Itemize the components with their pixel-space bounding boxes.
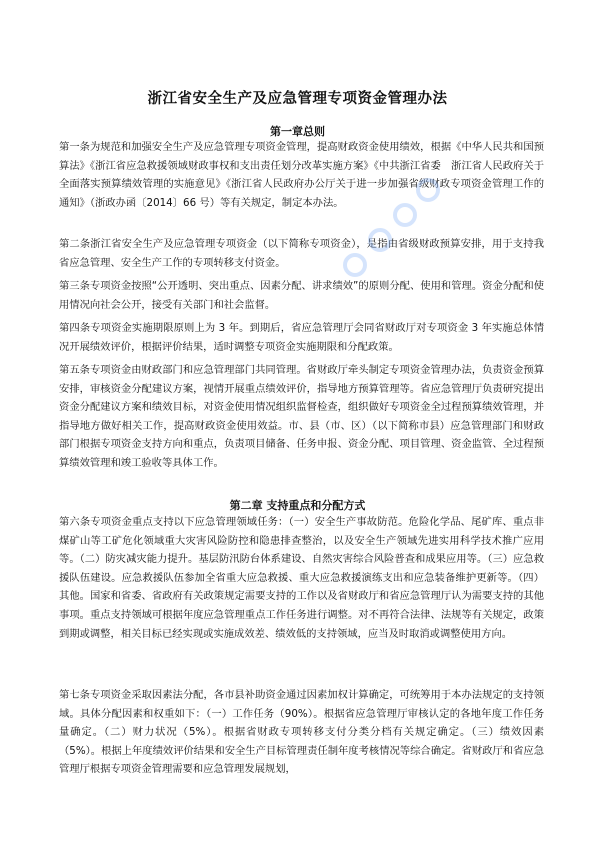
article-paragraph: 第七条专项资金采取因素法分配，各市县补助资金通过因素加权计算确定，可统筹用于本办法规定的支持领域。具体分配因素和权重如下：（一）工作任务（90%）。根据省应急管理厅审核认定的各地年度工作任务量确定。（二）财力状况（5%）。根据省财政专项转移支付分类分档有关规定确定。（三）绩效因素（5%）。根据上年度绩效评价结果和安全生产目标管理责任制年度考核情况等综合确定。省财政厅和省应急管理厅根据专项资金管理需要和应急管理发展规划，	[59, 689, 544, 776]
watermark-logo	[330, 170, 450, 290]
document-title: 浙江省安全生产及应急管理专项资金管理办法	[147, 91, 448, 107]
article-paragraph: 第三条专项资金按照“公开透明、突出重点、因素分配、讲求绩效”的原则分配、使用和管理。资金分配和使用情况向社会公开，接受有关部门和社会监督。	[59, 280, 544, 311]
article-paragraph: 第二条浙江省安全生产及应急管理专项资金（以下简称专项资金），是指由省级财政预算安排，用于支持我省应急管理、安全生产工作的专项转移支付资金。	[59, 238, 544, 269]
article-paragraph: 第一条为规范和加强安全生产及应急管理专项资金管理，提高财政资金使用绩效，根据《中华人民共和国预算法》《浙江省应急救援领域财政事权和支出责任划分改革实施方案》《中共浙江省委 浙江省人民政府关于全面落实预算绩效管理的实施意见》《浙江省人民政府办公厅关于进一步加强省级财政专项资金管理工作的通知》（浙政办函〔2014〕66 号）等有关规定，制定本办法。	[59, 141, 544, 209]
chapter-heading: 第一章总则	[270, 125, 325, 138]
article-paragraph: 第六条专项资金重点支持以下应急管理领域任务：（一）安全生产事故防范。危险化学品、尾矿库、重点非煤矿山等工矿危化领域重大灾害风险防控和隐患排查整治，以及安全生产领域先进实用科学技术推广应用等。（二）防灾减灾能力提升。基层防汛防台体系建设、自然灾害综合风险普查和成果应用等。（三）应急救援队伍建设。应急救援队伍参加全省重大应急救援、重大应急救援演练支出和应急装备维护更新等。（四）其他。国家和省委、省政府有关政策规定需要支持的工作以及省财政厅和省应急管理厅认为需要支持的其他事项。重点支持领域可根据年度应急管理重点工作任务进行调整。对不再符合法律、法规等有关规定，政策到期或调整，相关目标已经实现或实施成效差、绩效低的支持领域，应当及时取消或调整使用方向。	[59, 516, 544, 640]
article-paragraph: 第五条专项资金由财政部门和应急管理部门共同管理。省财政厅牵头制定专项资金管理办法，负责资金预算安排，审核资金分配建议方案，视情开展重点绩效评价，指导地方预算管理等。省应急管理厅负责研究提出资金分配建议方案和绩效目标，对资金使用情况组织监督检查，组织做好专项资金全过程预算绩效管理，并指导地方做好相关工作，提高财政资金使用效益。市、县（市、区）（以下简称市县）应急管理部门和财政部门根据专项资金支持方向和重点，负责项目储备、任务申报、资金分配、项目管理、资金监管、全过程预算绩效管理和竣工验收等具体工作。	[59, 364, 544, 469]
chapter-heading: 第二章 支持重点和分配方式	[229, 499, 366, 512]
article-paragraph: 第四条专项资金实施期限原则上为 3 年。到期后，省应急管理厅会同省财政厅对专项资金 3 年实施总体情况开展绩效评价，根据评价结果，适时调整专项资金实施期限和分配政策。	[59, 322, 544, 353]
